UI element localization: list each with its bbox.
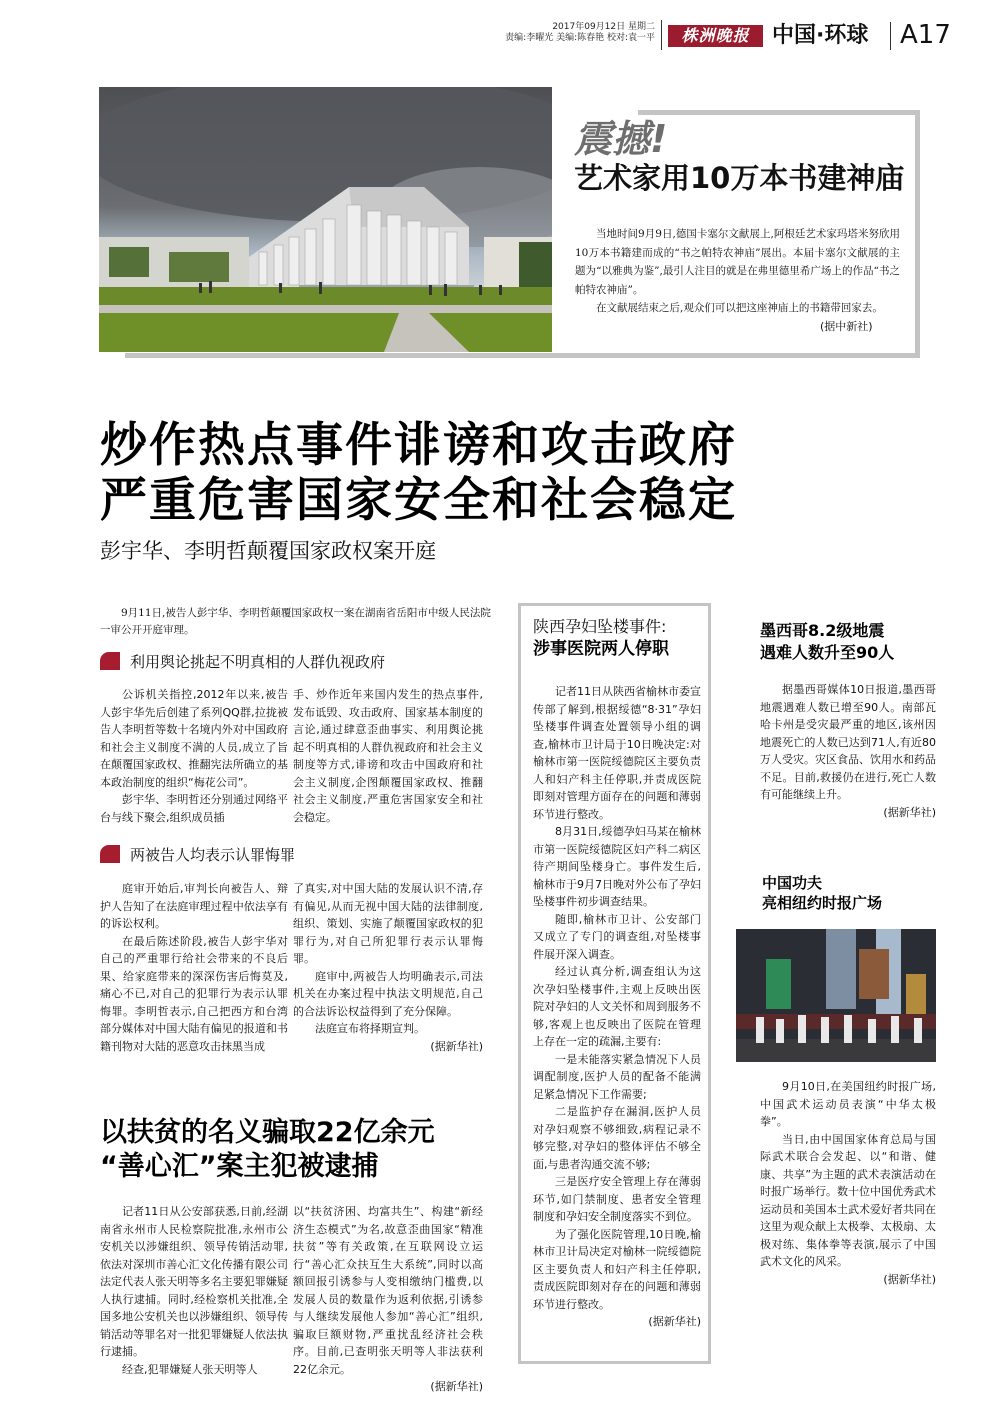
paragraph: 随即,榆林市卫计、公安部门又成立了专门的调查组,对坠楼事件展开深入调查。 — [533, 912, 701, 961]
section-subhead — [100, 845, 295, 865]
feature-body — [575, 225, 900, 318]
paragraph: 彭宇华、李明哲还分别通过网络平台与线下聚会,组织成员插 — [100, 793, 288, 824]
subhead-text: 两被告人均表示认罪悔罪 — [130, 846, 296, 864]
paragraph: 经过认真分析,调查组认为这次孕妇坠楼事件,主观上反映出医院对孕妇的人文关怀和周到服务不够,客观上也反映出了医院在管理上存在一定的疏漏,主要有: — [533, 965, 701, 1048]
section-title: 中国·环球 — [772, 23, 869, 48]
header-meta — [505, 22, 655, 44]
section-subhead — [100, 652, 385, 672]
paragraph: 经查,犯罪嫌疑人张天明等人 — [122, 1362, 258, 1376]
main-headline-line2: 严重危害国家安全和社会稳定 — [100, 473, 737, 528]
paragraph: 当地时间9月9日,德国卡塞尔文献展上,阿根廷艺术家玛塔米努欣用10万本书籍建而成的“书之帕特农神庙”展出。本届卡塞尔文献展的主题为“以雅典为鉴”,最引人注目的就是在弗里德里希广场上的作品“书之帕特农神庙”。 — [575, 228, 900, 296]
article-source: (据新华社) — [648, 1315, 701, 1328]
mexico-headline-line2: 遇难人数升至90人 — [760, 643, 895, 662]
shaanxi-body — [533, 683, 701, 1331]
article-column — [100, 686, 288, 826]
parthenon-of-books-photo — [99, 87, 552, 352]
article-source: (据新华社) — [883, 805, 936, 819]
paragraph: 法庭宣布将择期宣判。 — [315, 1022, 425, 1035]
article-source: (据新华社) — [430, 1039, 483, 1053]
main-subheadline: 彭宇华、李明哲颠覆国家政权案开庭 — [100, 539, 436, 563]
header-divider — [890, 22, 891, 50]
paragraph: 9月10日,在美国纽约时报广场,中国武术运动员表演“中华太极拳”。 — [760, 1080, 936, 1128]
newspaper-logo: 株洲晚报 — [668, 25, 763, 47]
main-headline-line1: 炒作热点事件诽谤和攻击政府 — [100, 418, 737, 473]
paragraph: 手、炒作近年来国内发生的热点事件,发布诋毁、攻击政府、国家基本制度的言论,通过肆意歪曲事实、利用舆论挑起不明真相的人群仇视政府和社会主义制度等方式,诽谤和攻击中国政府和社会主义制度,企图颠覆国家政权、推翻社会主义制度,严重危害国家安全和社会稳定。 — [293, 688, 483, 824]
paragraph: 三是医疗安全管理上存在薄弱环节,如门禁制度、患者安全管理制度和孕妇安全制度落实不到位。 — [533, 1175, 701, 1223]
kungfu-headline-line2: 亮相纽约时报广场 — [762, 894, 883, 912]
article-column — [100, 880, 288, 1055]
paragraph: 8月31日,绥德孕妇马某在榆林市第一医院绥德院区妇产科二病区待产期间坠楼身亡。事件发生后,榆林市于9月7日晚对外公布了孕妇坠楼事件初步调查结果。 — [533, 825, 701, 908]
kungfu-times-square-photo — [736, 929, 936, 1062]
feature-kicker: 震撼! — [574, 117, 668, 161]
fraud-headline-line1: 以扶贫的名义骗取22亿余元 — [100, 1117, 435, 1148]
shaanxi-headline-line2: 涉事医院两人停职 — [533, 639, 669, 659]
feature-headline: 艺术家用10万本书建神庙 — [574, 161, 905, 195]
paragraph: 9月11日,被告人彭宇华、李明哲颠覆国家政权一案在湖南省岳阳市中级人民法院一审公开开庭审理。 — [100, 607, 491, 636]
paragraph: 以“扶贫济困、均富共生”、构建“新经济生态模式”为名,故意歪曲国家“精准扶贫”等有关政策,在互联网设立运行“善心汇众扶互生大系统”,同时以高额回报引诱参与人变相缴纳门槛费,以发展人员的数量作为返利依据,引诱参与人继续发展他人参加“善心汇”组织,骗取巨额财物,严重扰乱经济社会秩序。目前,已查明张天明等人非法获利22亿余元。 — [293, 1205, 483, 1376]
paragraph: 在文献展结束之后,观众们可以把这座神庙上的书籍带回家去。 — [596, 302, 883, 314]
article-column — [100, 1203, 288, 1378]
mexico-body — [760, 681, 936, 821]
article-source: (据新华社) — [430, 1380, 483, 1393]
paragraph: 了真实,对中国大陆的发展认识不清,存有偏见,从而无视中国大陆的法律制度,组织、策划、实施了颠覆国家政权的犯罪行为,对自己所犯罪行表示认罪悔罪。 — [293, 882, 483, 965]
header-divider — [661, 20, 662, 50]
page-number: A17 — [900, 20, 951, 50]
feature-source: (据中新社) — [820, 320, 873, 333]
paragraph: 庭审开始后,审判长向被告人、辩护人告知了在法庭审理过程中依法享有的诉讼权利。 — [100, 882, 288, 930]
paragraph: 二是监护存在漏洞,医护人员对孕妇观察不够细致,病程记录不够完整,对孕妇的整体评估不够全面,与患者沟通交流不够; — [533, 1105, 701, 1171]
article-source: (据新华社) — [883, 1272, 936, 1286]
paragraph: 当日,由中国国家体育总局与国际武术联合会发起、以“和谐、健康、共享”为主题的武术表演活动在时报广场举行。数十位中国优秀武术运动员和美国本土武术爱好者共同在这里为观众献上太极拳、太极扇、太极对练、集体拳等表演,展示了中国武术文化的风采。 — [760, 1132, 936, 1268]
kungfu-body — [760, 1078, 936, 1288]
mexico-headline-line1: 墨西哥8.2级地震 — [760, 621, 885, 640]
paragraph: 记者11日从公安部获悉,日前,经湖南省永州市人民检察院批准,永州市公安机关以涉嫌组织、领导传销活动罪,依法对深圳市善心汇文化传播有限公司法定代表人张天明等多名主要犯罪嫌疑人执行逮捕。同时,经检察机关批准,全国多地公安机关也以涉嫌组织、领导传销活动等罪名对一批犯罪嫌疑人依法执行逮捕。 — [100, 1205, 288, 1358]
fraud-headline-line2: “善心汇”案主犯被逮捕 — [100, 1151, 379, 1182]
main-lead — [100, 605, 500, 639]
paragraph: 庭审中,两被告人均明确表示,司法机关在办案过程中执法文明规范,自己的合法诉讼权益得到了充分保障。 — [293, 969, 483, 1018]
editor-credits: 责编:李曜光 美编:陈春艳 校对:袁一平 — [505, 33, 655, 43]
paragraph: 为了强化医院管理,10日晚,榆林市卫计局决定对榆林一院绥德院区主要负责人和妇产科主任停职,责成医院即刻对存在的问题和薄弱环节进行整改。 — [533, 1227, 701, 1311]
subhead-marker-icon — [100, 652, 120, 670]
kungfu-headline-line1: 中国功夫 — [762, 874, 823, 892]
paragraph: 据墨西哥媒体10日报道,墨西哥地震遇难人数已增至90人。南部瓦哈卡州是受灾最严重的地区,该州因地震死亡的人数已达到71人,有近80万人受灾。灾区食品、饮用水和药品不足。目前,救援仍在进行,死亡人数有可能继续上升。 — [760, 683, 936, 801]
subhead-marker-icon — [100, 845, 120, 863]
subhead-text: 利用舆论挑起不明真相的人群仇视政府 — [130, 653, 386, 671]
issue-date: 2017年09月12日 星期二 — [552, 22, 655, 32]
paragraph: 在最后陈述阶段,被告人彭宇华对自己的严重罪行给社会带来的不良后果、给家庭带来的深深伤害后悔莫及,痛心不已,对自己的犯罪行为表示认罪悔罪。李明哲表示,自己把西方和台湾部分媒体对中国大陆有偏见的报道和书籍刊物对大陆的恶意攻击抹黑当成 — [100, 934, 288, 1053]
article-column — [293, 880, 483, 1055]
shaanxi-headline-line1: 陕西孕妇坠楼事件: — [533, 617, 667, 636]
article-column — [293, 686, 483, 826]
paragraph: 记者11日从陕西省榆林市委宣传部了解到,根据绥德“8·31”孕妇坠楼事件调查处置领导小组的调查,榆林市卫计局于10日晚决定:对榆林市第一医院绥德院区主要负责人和妇产科主任停职,并责成医院即刻对管理方面存在的问题和薄弱环节进行整改。 — [533, 685, 701, 821]
paragraph: 一是未能落实紧急情况下人员调配制度,医护人员的配备不能满足紧急情况下工作需要; — [533, 1052, 701, 1101]
paragraph: 公诉机关指控,2012年以来,被告人彭宇华先后创建了系列QQ群,拉拢被告人李明哲等数十名境内外对中国政府和社会主义制度不满的人员,成立了旨在颠覆国家政权、推翻宪法所确立的基本政治制度的组织“梅花公司”。 — [100, 688, 288, 789]
article-column — [293, 1203, 483, 1396]
